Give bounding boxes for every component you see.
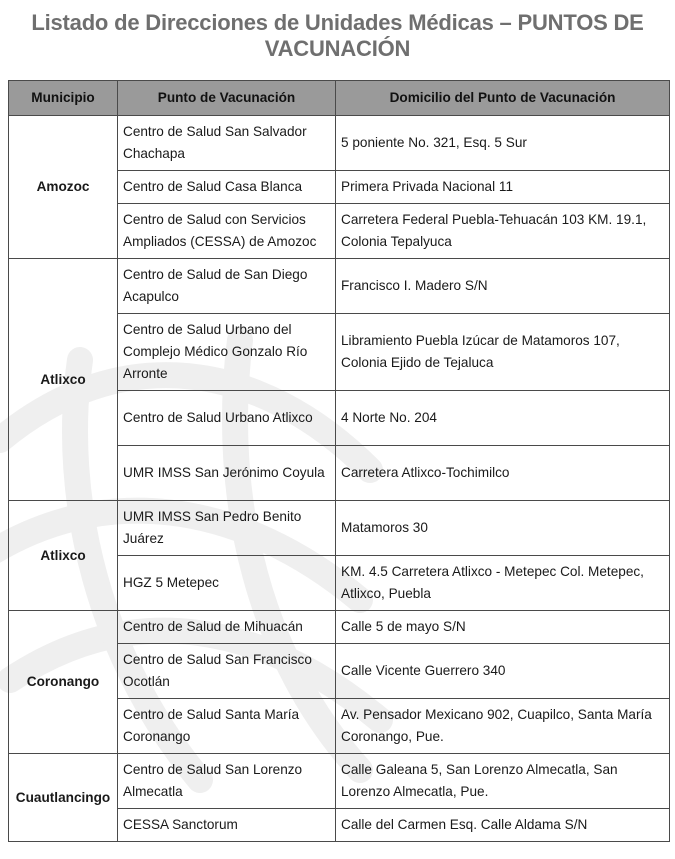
domicilio-cell: Av. Pensador Mexicano 902, Cuapilco, Santa María Coronango, Pue. [336, 699, 670, 754]
table-row [9, 754, 670, 809]
domicilio-cell: 4 Norte No. 204 [336, 391, 670, 446]
domicilio-cell: Calle Vicente Guerrero 340 [336, 644, 670, 699]
punto-cell: UMR IMSS San Pedro Benito Juárez [118, 501, 336, 556]
punto-cell: Centro de Salud Urbano del Complejo Médico Gonzalo Río Arronte [118, 314, 336, 391]
punto-cell: Centro de Salud San Francisco Ocotlán [118, 644, 336, 699]
domicilio-cell: Carretera Federal Puebla-Tehuacán 103 KM. 19.1, Colonia Tepalyuca [336, 204, 670, 259]
domicilio-cell: Primera Privada Nacional 11 [336, 171, 670, 204]
domicilio-cell: KM. 4.5 Carretera Atlixco - Metepec Col. Metepec, Atlixco, Puebla [336, 556, 670, 611]
table-row [9, 501, 670, 556]
column-header-municipio: Municipio [9, 81, 118, 116]
punto-cell: UMR IMSS San Jerónimo Coyula [118, 446, 336, 501]
page-title-line-1: Listado de Direcciones de Unidades Médicas – PUNTOS DE [31, 10, 644, 35]
punto-cell: Centro de Salud con Servicios Ampliados (CESSA) de Amozoc [118, 204, 336, 259]
page-title [0, 0, 675, 66]
table-row [9, 116, 670, 171]
municipio-cell: Amozoc [9, 116, 118, 259]
domicilio-cell: Libramiento Puebla Izúcar de Matamoros 107, Colonia Ejido de Tejaluca [336, 314, 670, 391]
punto-cell: Centro de Salud Casa Blanca [118, 171, 336, 204]
municipio-cell: Cuautlancingo [9, 754, 118, 842]
punto-cell: Centro de Salud Santa María Coronango [118, 699, 336, 754]
domicilio-cell: Carretera Atlixco-Tochimilco [336, 446, 670, 501]
domicilio-cell: 5 poniente No. 321, Esq. 5 Sur [336, 116, 670, 171]
domicilio-cell: Matamoros 30 [336, 501, 670, 556]
punto-cell: HGZ 5 Metepec [118, 556, 336, 611]
punto-cell: Centro de Salud de Mihuacán [118, 611, 336, 644]
table-row [9, 259, 670, 314]
punto-cell: Centro de Salud de San Diego Acapulco [118, 259, 336, 314]
domicilio-cell: Calle Galeana 5, San Lorenzo Almecatla, San Lorenzo Almecatla, Pue. [336, 754, 670, 809]
domicilio-cell: Calle 5 de mayo S/N [336, 611, 670, 644]
punto-cell: Centro de Salud San Lorenzo Almecatla [118, 754, 336, 809]
domicilio-cell: Francisco I. Madero S/N [336, 259, 670, 314]
column-header-punto: Punto de Vacunación [118, 81, 336, 116]
table-header-row [9, 81, 670, 116]
page-title-line-2: VACUNACIÓN [264, 36, 411, 61]
domicilio-cell: Calle del Carmen Esq. Calle Aldama S/N [336, 809, 670, 842]
municipio-cell: Atlixco [9, 259, 118, 501]
punto-cell: Centro de Salud San Salvador Chachapa [118, 116, 336, 171]
punto-cell: Centro de Salud Urbano Atlixco [118, 391, 336, 446]
table-row [9, 611, 670, 644]
vaccination-points-table [8, 80, 670, 842]
municipio-cell: Atlixco [9, 501, 118, 611]
punto-cell: CESSA Sanctorum [118, 809, 336, 842]
column-header-domicilio: Domicilio del Punto de Vacunación [336, 81, 670, 116]
municipio-cell: Coronango [9, 611, 118, 754]
